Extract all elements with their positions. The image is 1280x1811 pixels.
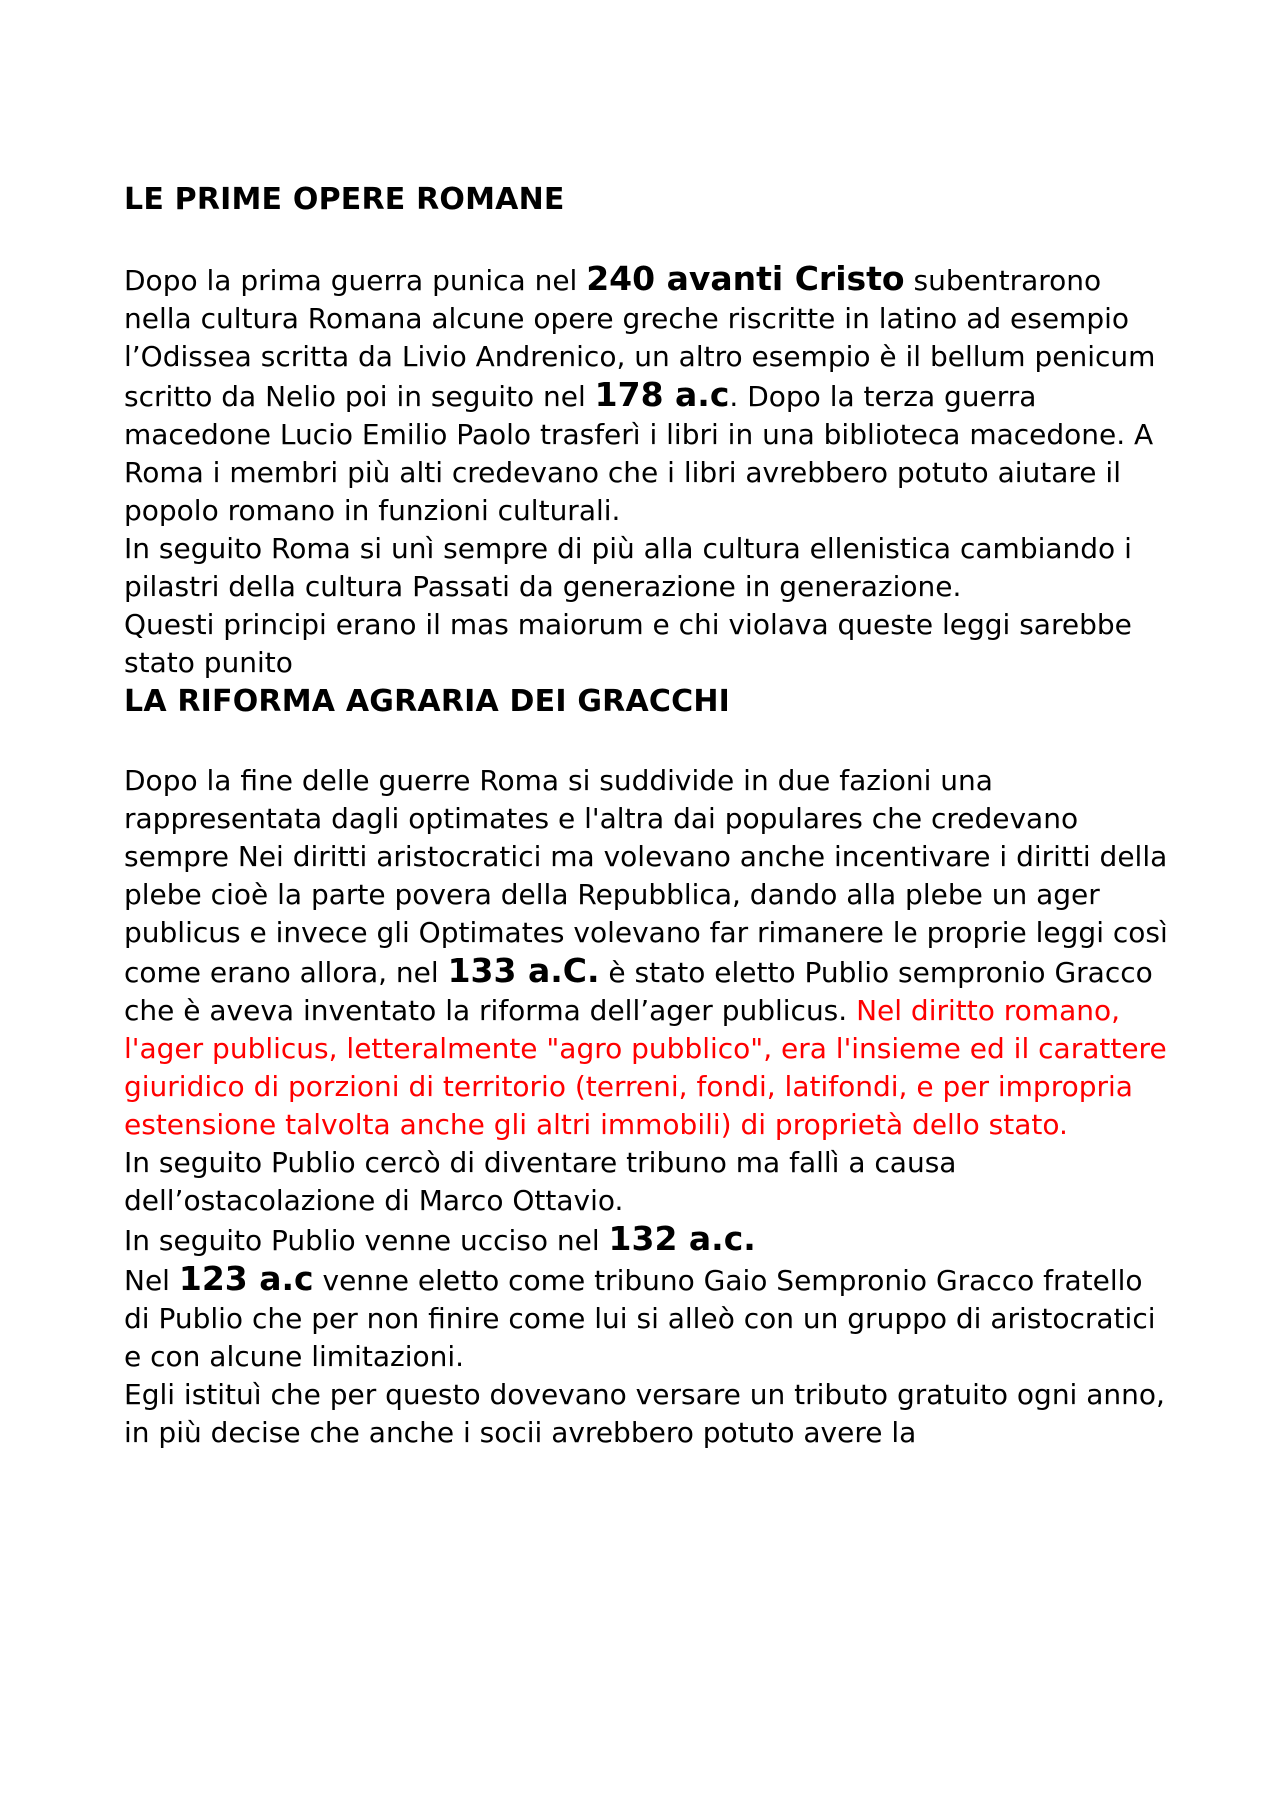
date-highlight: 240 avanti Cristo: [586, 259, 905, 298]
text-run: In seguito Publio venne ucciso nel: [124, 1224, 609, 1257]
document-page: [124, 180, 1174, 1452]
paragraph: [124, 1220, 1174, 1260]
paragraph: In seguito Roma si unì sempre di più alla cultura ellenistica cambiando i pilastri della cultura Passati da generazione in generazione.: [124, 532, 1132, 603]
date-highlight: 133 a.C.: [447, 951, 600, 990]
date-highlight: 123 a.c: [178, 1259, 314, 1298]
text-run: subentrarono nella cultura Romana alcune opere greche riscritte in latino ad esempio l’Odissea scritta da Livio Andrenico, un altro esempio è il bellum penicum scritto da Nelio poi in seguito nel: [124, 264, 1156, 413]
text-run: Dopo la prima guerra punica nel: [124, 264, 587, 297]
text-run: Dopo la fine delle guerre Roma si suddivide in due fazioni una rappresentata dagli optimates e l'altra dai populares che credevano sempre Nei diritti aristocratici ma volevano anche incentivare i diritti della plebe cioè la parte povera della Repubblica, dando alla plebe un ager publicus e invece gli Optimates volevano far rimanere le proprie leggi così come erano allora, nel: [124, 764, 1168, 989]
section-title-prime-opere: LE PRIME OPERE ROMANE: [124, 182, 565, 217]
paragraph: Questi principi erano il mas maiorum e chi violava queste leggi sarebbe stato punito: [124, 608, 1132, 679]
text-run: . Dopo la terza guerra macedone Lucio Emilio Paolo trasferì i libri in una biblioteca macedone. A Roma i membri più alti credevano che i libri avrebbero potuto aiutare il popolo romano in funzioni culturali.: [124, 380, 1154, 527]
section-body-riforma-agraria: [124, 762, 1174, 1452]
paragraph: [124, 762, 1174, 1144]
paragraph: [124, 1260, 1174, 1376]
date-highlight: 132 a.c.: [608, 1219, 756, 1258]
text-run: Nel: [124, 1264, 179, 1297]
definition-highlight: Nel diritto romano, l'ager publicus, letteralmente "agro pubblico", era l'insieme ed il carattere giuridico di porzioni di territorio (terreni, fondi, latifondi, e per impropria estensione talvolta anche gli altri immobili) di proprietà dello stato.: [124, 994, 1167, 1141]
paragraph: In seguito Publio cercò di diventare tribuno ma fallì a causa dell’ostacolazione di Marco Ottavio.: [124, 1146, 957, 1217]
date-highlight: 178 a.c: [594, 375, 730, 414]
paragraph: Egli istituì che per questo dovevano versare un tributo gratuito ogni anno, in più decise che anche i socii avrebbero potuto avere la: [124, 1378, 1165, 1449]
text-run: venne eletto come tribuno Gaio Sempronio Gracco fratello di Publio che per non finire come lui si alleò con un gruppo di aristocratici e con alcune limitazioni.: [124, 1264, 1156, 1373]
section-title-riforma-agraria: LA RIFORMA AGRARIA DEI GRACCHI: [124, 684, 730, 719]
section-body-prime-opere: [124, 260, 1174, 682]
text-run: è stato eletto Publio sempronio Gracco che è aveva inventato la riforma dell’ager publicus.: [124, 956, 1153, 1027]
paragraph: [124, 260, 1174, 530]
